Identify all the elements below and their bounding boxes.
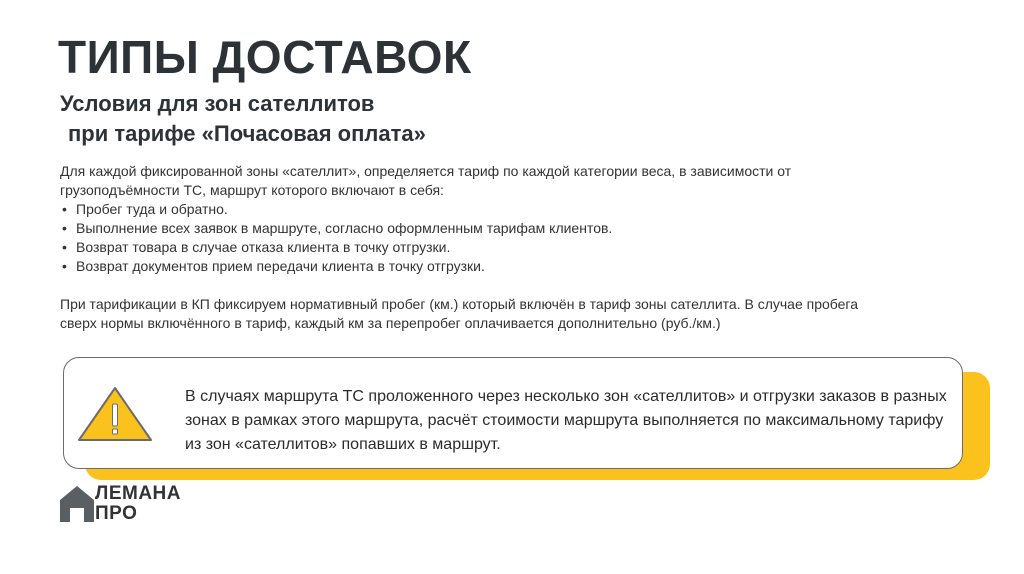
bullet-item: • Выполнение всех заявок в маршруте, согласно оформленным тарифам клиентов.	[60, 219, 860, 238]
body-text	[60, 162, 860, 333]
warning-icon	[75, 384, 155, 444]
subtitle	[60, 89, 426, 149]
logo-line-1: ЛЕМАНА	[95, 483, 181, 504]
bullet-list	[60, 200, 860, 276]
subtitle-line-1: Условия для зон сателлитов	[60, 91, 375, 116]
bullet-item: • Возврат товара в случае отказа клиента в точку отгрузки.	[60, 238, 860, 257]
bullet-item: • Пробег туда и обратно.	[60, 200, 860, 219]
intro-paragraph: Для каждой фиксированной зоны «сателлит», определяется тариф по каждой категории веса, в зависимости от грузоподъёмности ТС, маршрут которого включают в себя:	[60, 163, 792, 198]
bullet-item: • Возврат документов прием передачи клиента в точку отгрузки.	[60, 257, 860, 276]
page-title: ТИПЫ ДОСТАВОК	[58, 31, 472, 83]
logo[interactable]	[95, 484, 181, 524]
subtitle-line-2: при тарифе «Почасовая оплата»	[68, 121, 426, 146]
note-text: В случаях маршрута ТС проложенного через несколько зон «сателлитов» и отгрузки заказов в разных зонах в рамках этого маршрута, расчёт стоимости маршрута выполняется по максимальному тарифу из зон «сателлитов» попавших в маршрут.	[185, 388, 947, 453]
logo-line-2: ПРО	[95, 503, 138, 524]
logo-house-icon	[58, 484, 98, 524]
tariff-paragraph: При тарификации в КП фиксируем нормативный пробег (км.) который включён в тариф зоны сателлита. В случае пробега сверх нормы включённого в тариф, каждый км за перепробег оплачивается дополнительно (руб./км.)	[60, 296, 859, 331]
